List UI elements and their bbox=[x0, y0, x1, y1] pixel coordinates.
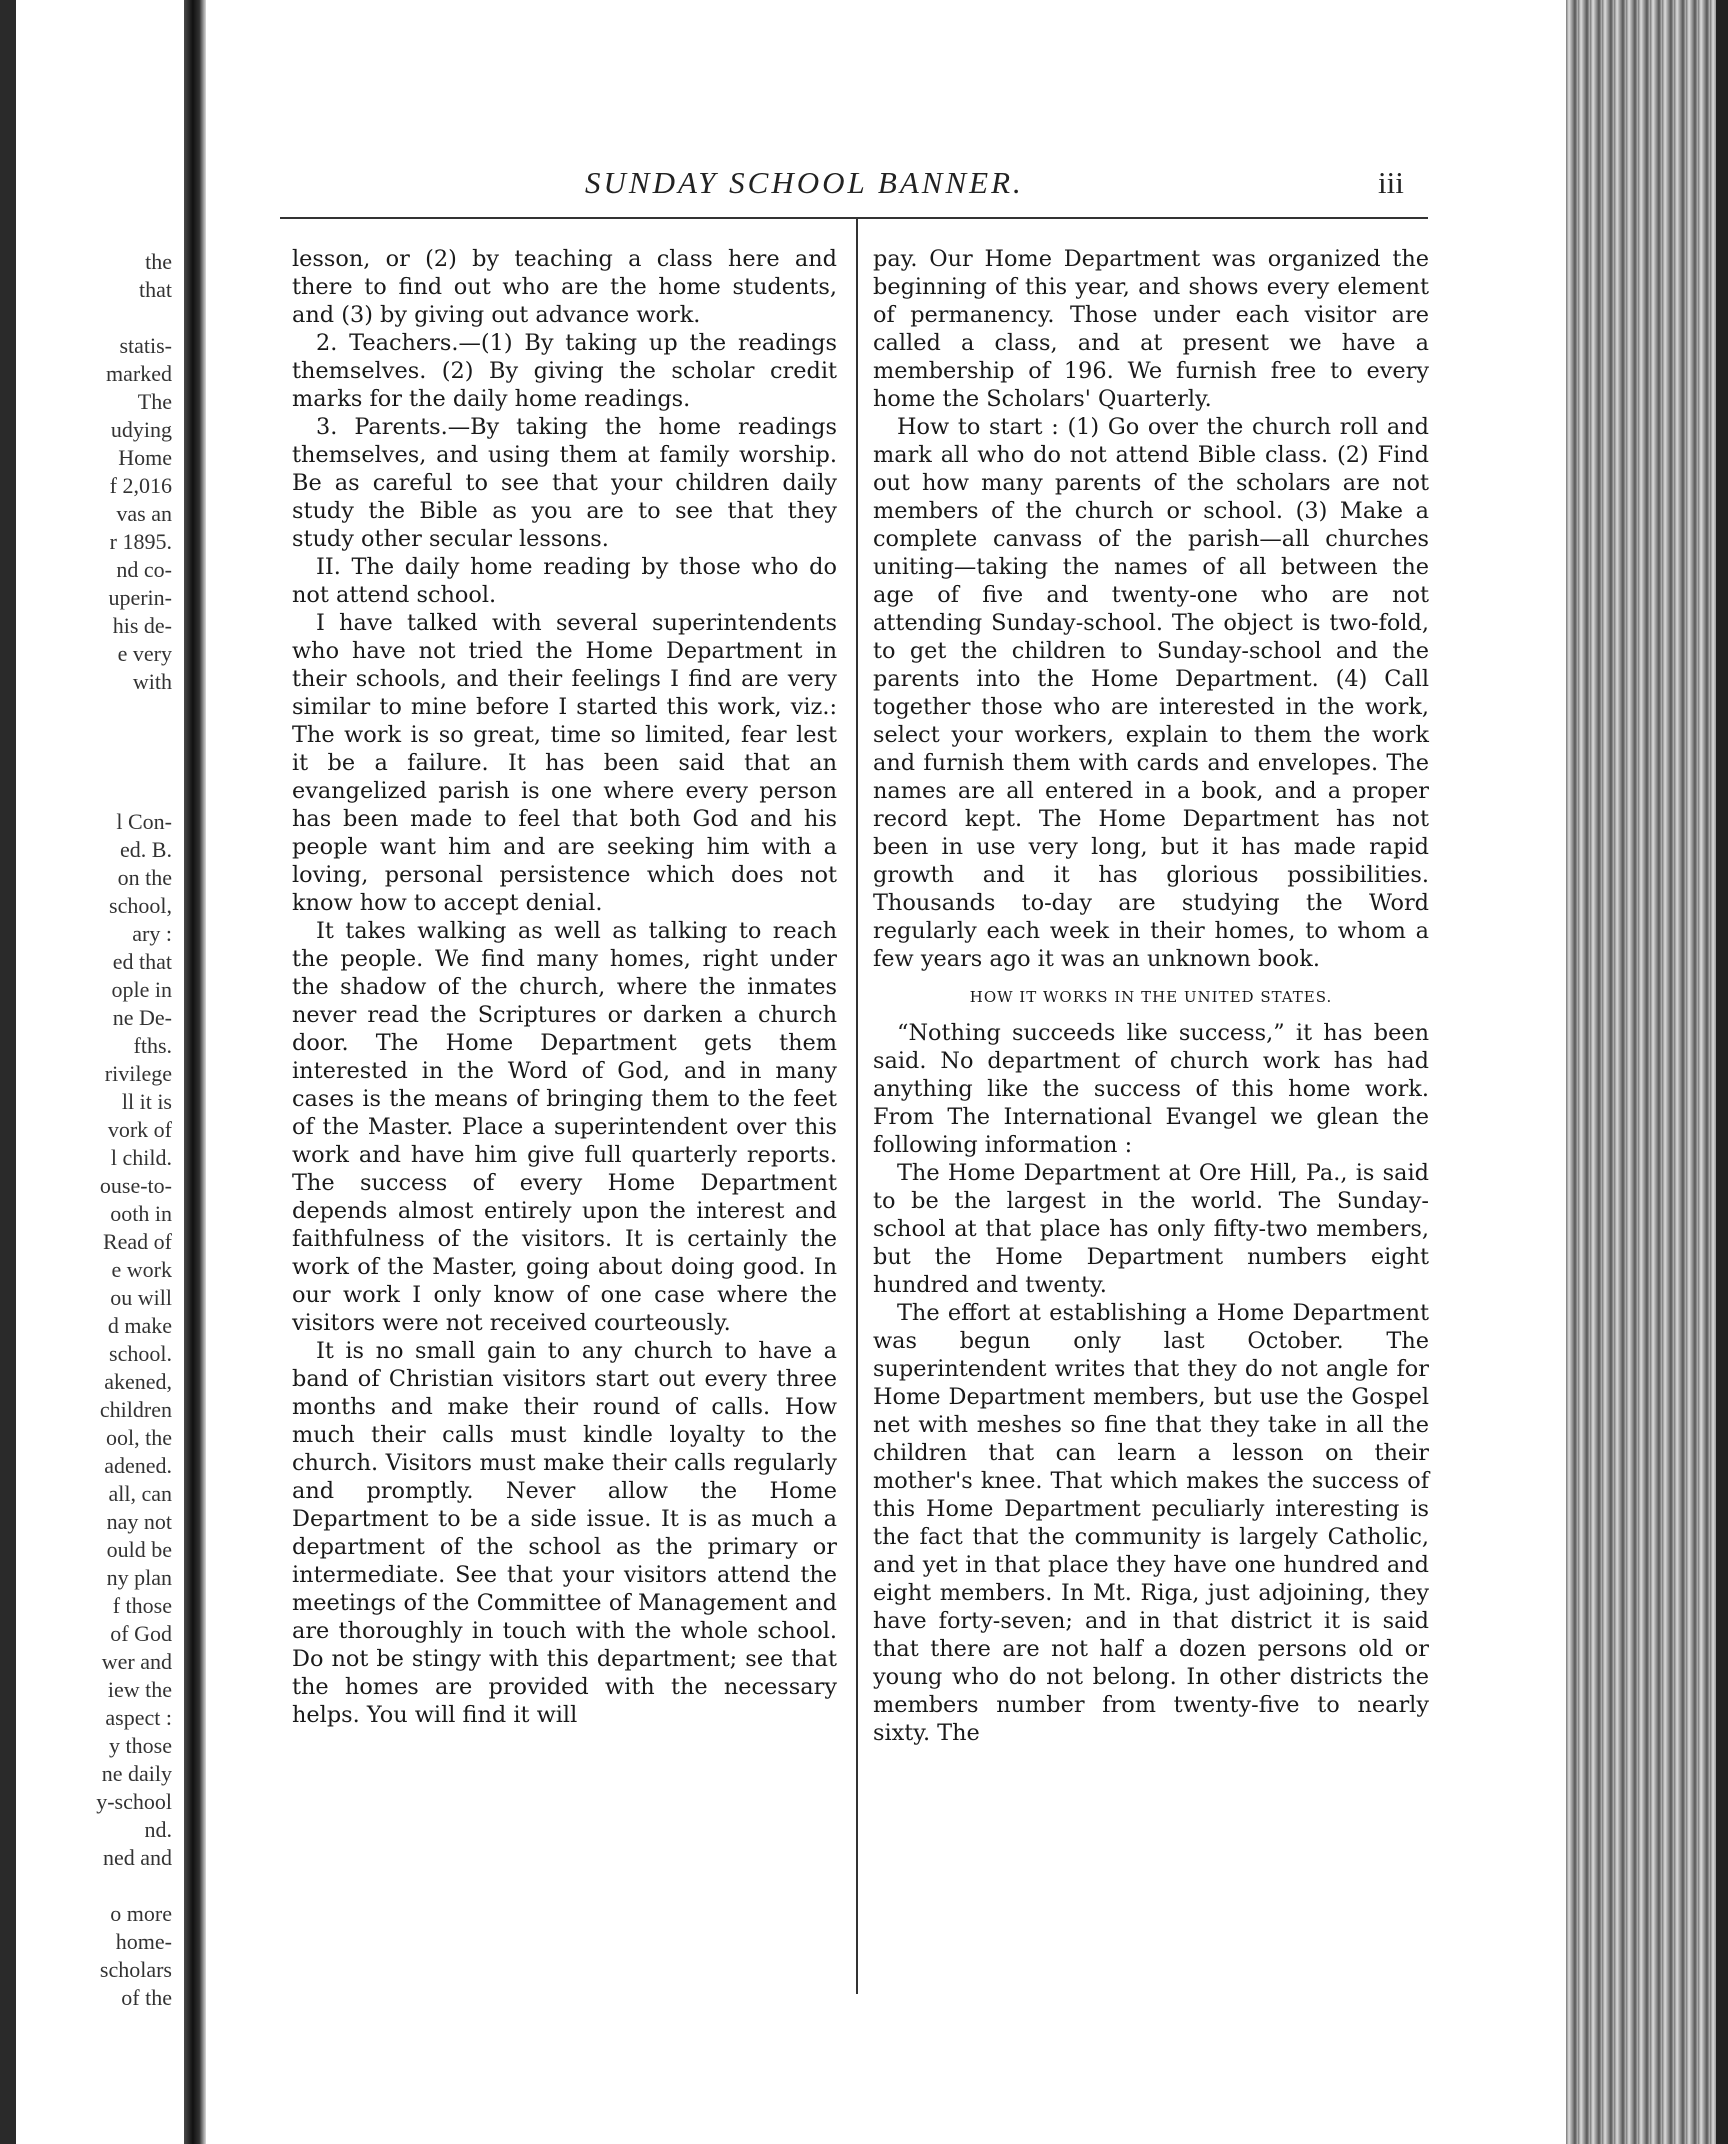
fragment-line: of God bbox=[110, 1621, 172, 1646]
fragment-line: f 2,016 bbox=[109, 473, 172, 498]
fragment-line: ooth in bbox=[110, 1201, 172, 1226]
fragment-line: ll it is bbox=[121, 1089, 172, 1114]
paragraph: 3. Parents.—By taking the home readings themselves, and using them at family worship. Be as careful to see that your children daily study the Bible as you are to see that they study other secular lessons. bbox=[292, 414, 837, 552]
fragment-line: l child. bbox=[110, 1145, 172, 1170]
fragment-line: wer and bbox=[101, 1649, 172, 1674]
fragment-line bbox=[16, 780, 184, 808]
header-rule bbox=[280, 217, 1428, 219]
paragraph: 2. Teachers.—(1) By taking up the readings themselves. (2) By giving the scholar credit marks for the daily home readings. bbox=[292, 330, 837, 412]
fragment-line: his de- bbox=[112, 613, 172, 638]
paragraph: I have talked with several superintendents who have not tried the Home Department in their schools, and their feelings I find are very similar to mine before I started this work, viz.: The work is so great, time so limited, fear lest it be a failure. It has been said that an evangelized parish is one where every person has been made to feel that both God and his people want him and are seeking him with a loving, personal persistence which does not know how to accept denial. bbox=[292, 610, 837, 916]
fragment-line: akened, bbox=[104, 1369, 172, 1394]
fragment-line: ou will bbox=[110, 1285, 172, 1310]
fragment-line: l Con- bbox=[116, 809, 172, 834]
fragment-line: on the bbox=[117, 865, 172, 890]
fragment-line: aspect : bbox=[105, 1705, 172, 1730]
running-title: SUNDAY SCHOOL BANNER. bbox=[585, 165, 1024, 200]
fragment-line: ny plan bbox=[106, 1565, 172, 1590]
paragraph: The Home Department at Ore Hill, Pa., is said to be the largest in the world. The Sunday-school at that place has only fifty-two members, but the Home Department numbers eight hundred and twenty. bbox=[873, 1160, 1429, 1298]
fragment-line: ne De- bbox=[112, 1005, 172, 1030]
fragment-line: school, bbox=[109, 893, 172, 918]
text-column-left bbox=[292, 245, 837, 1729]
fragment-line: d make bbox=[107, 1313, 172, 1338]
fragment-line: ed. B. bbox=[120, 837, 172, 862]
fragment-line: adened. bbox=[104, 1453, 172, 1478]
paragraph: “Nothing succeeds like success,” it has been said. No department of church work has had anything like the success of this home work. From The International Evangel we glean the following information : bbox=[873, 1020, 1429, 1158]
fragment-line: o more bbox=[110, 1901, 172, 1926]
fragment-line: marked bbox=[106, 361, 172, 386]
fragment-line: r 1895. bbox=[109, 529, 172, 554]
fragment-line: vork of bbox=[107, 1117, 172, 1142]
paragraph: It is no small gain to any church to have a band of Christian visitors start out every three months and make their round of calls. How much their calls must kindle loyalty to the church. Visitors must make their calls regularly and promptly. Never allow the Home Department to be a side issue. It is as much a department of the school as the primary or intermediate. See that your visitors attend the meetings of the Committee of Management and are thoroughly in touch with the whole school. Do not be stingy with this department; see that the homes are provided with the necessary helps. You will find it will bbox=[292, 1338, 837, 1728]
fragment-line: ouse-to- bbox=[99, 1173, 172, 1198]
fragment-line: ary : bbox=[132, 921, 172, 946]
fragment-line: f those bbox=[112, 1593, 172, 1618]
fragment-line: ned and bbox=[102, 1845, 172, 1870]
fragment-line: nd. bbox=[144, 1817, 172, 1842]
fragment-line: ould be bbox=[106, 1537, 172, 1562]
fragment-line: Home bbox=[118, 445, 172, 470]
fragment-line: Read of bbox=[102, 1229, 172, 1254]
fragment-line bbox=[16, 1872, 184, 1900]
fragment-line: children bbox=[99, 1397, 172, 1422]
text-column-right bbox=[873, 245, 1429, 1747]
fragment-line: with bbox=[132, 669, 172, 694]
fragment-line: ool, the bbox=[106, 1425, 172, 1450]
fragment-line: that bbox=[139, 277, 172, 302]
fragment-line: e very bbox=[117, 641, 172, 666]
fragment-line: nay not bbox=[106, 1509, 172, 1534]
book-page-edges bbox=[1566, 0, 1728, 2144]
fragment-line: ed that bbox=[112, 949, 172, 974]
fragment-line: udying bbox=[110, 417, 172, 442]
fragment-line: y-school bbox=[96, 1789, 172, 1814]
book-gutter bbox=[184, 0, 206, 2144]
fragment-line: ople in bbox=[111, 977, 172, 1002]
fragment-line: nd co- bbox=[116, 557, 172, 582]
page-number: iii bbox=[1378, 165, 1404, 200]
fragment-line bbox=[16, 304, 184, 332]
paragraph: How to start : (1) Go over the church roll and mark all who do not attend Bible class. (2) Find out how many parents of the scholars are not members of the church or school. (3) Make a complete canvass of the parish—all churches uniting—taking the names of all between the age of five and twenty-one who are not attending Sunday-school. The object is two-fold, to get the children to Sunday-school and the parents into the Home Department. (4) Call together those who are interested in the work, select your workers, explain to them the work and furnish them with cards and envelopes. The names are all entered in a book, and a proper record kept. The Home Department has not been in use very long, but it has made rapid growth and it has glorious possibilities. Thousands to-day are studying the Word regularly each week in their homes, to whom a few years ago it was an unknown book. bbox=[873, 414, 1429, 972]
fragment-line: fths. bbox=[133, 1033, 172, 1058]
fragment-line: the bbox=[145, 249, 172, 274]
fragment-line bbox=[16, 752, 184, 780]
paragraph: It takes walking as well as talking to reach the people. We find many homes, right under the shadow of the church, where the inmates never read the Scriptures or darken a church door. The Home Department gets them interested in the Word of God, and in many cases is the means of bringing them to the feet of the Master. Place a superintendent over this work and have him give full quarterly reports. The success of every Home Department depends almost entirely upon the interest and faithfulness of the visitors. It is certainly the work of the Master, going about doing good. In our work I only know of one case where the visitors were not received courteously. bbox=[292, 918, 837, 1336]
fragment-line bbox=[16, 696, 184, 724]
fragment-line: home- bbox=[115, 1929, 172, 1954]
fragment-line: scholars bbox=[99, 1957, 172, 1982]
fragment-line: school. bbox=[109, 1341, 172, 1366]
fragment-line: all, can bbox=[108, 1481, 172, 1506]
fragment-line: ne daily bbox=[101, 1761, 172, 1786]
fragment-line: e work bbox=[111, 1257, 172, 1282]
column-divider bbox=[856, 219, 858, 1994]
fragment-line bbox=[16, 724, 184, 752]
fragment-line: y those bbox=[109, 1733, 172, 1758]
scan-edge-left bbox=[0, 0, 16, 2144]
paragraph: II. The daily home reading by those who do not attend school. bbox=[292, 554, 837, 608]
fragment-line: uperin- bbox=[108, 585, 172, 610]
paragraph: lesson, or (2) by teaching a class here and there to find out who are the home students, and (3) by giving out advance work. bbox=[292, 246, 837, 328]
fragment-line: iew the bbox=[107, 1677, 172, 1702]
fragment-line: The bbox=[137, 389, 172, 414]
fragment-line: statis- bbox=[119, 333, 172, 358]
paragraph: pay. Our Home Department was organized the beginning of this year, and shows every element of permanency. Those under each visitor are called a class, and at present we have a membership of 196. We furnish free to every home the Scholars' Quarterly. bbox=[873, 246, 1429, 412]
fragment-line: vas an bbox=[116, 501, 172, 526]
fragment-line: of the bbox=[121, 1985, 172, 2010]
facing-page-fragment bbox=[16, 248, 184, 2012]
fragment-line: rivilege bbox=[104, 1061, 172, 1086]
section-heading: HOW IT WORKS IN THE UNITED STATES. bbox=[969, 988, 1333, 1006]
paragraph: The effort at establishing a Home Department was begun only last October. The superintendent writes that they do not angle for Home Department members, but use the Gospel net with meshes so fine that they take in all the children that can learn a lesson on their mother's knee. That which makes the success of this Home Department peculiarly interesting is the fact that the community is largely Catholic, and yet in that place they have one hundred and eight members. In Mt. Riga, just adjoining, they have forty-seven; and in that district it is said that there are not half a dozen persons old or young who do not belong. In other districts the members number from twenty-five to nearly sixty. The bbox=[873, 1300, 1429, 1746]
